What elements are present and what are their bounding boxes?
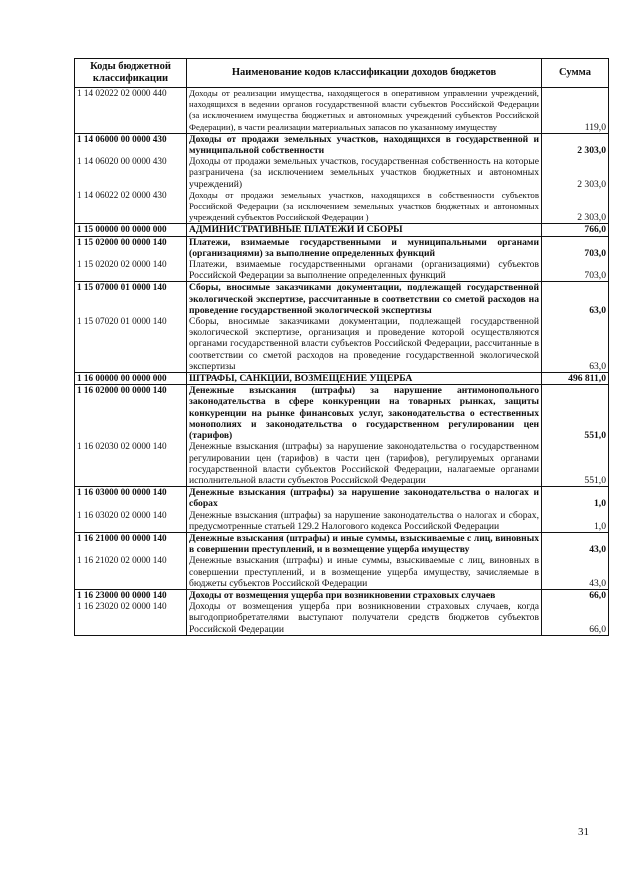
- amount-cell: 766,0: [542, 224, 609, 236]
- amount-cell: 66,0: [542, 589, 609, 601]
- code-cell: 1 16 21020 02 0000 140: [75, 555, 187, 589]
- name-cell: Денежные взыскания (штрафы) за нарушение законодательства о налогах и сборах, предусмотренные статьей 129.2 Налогового кодекса Российской Федерации: [187, 510, 542, 533]
- amount-cell: 2 303,0: [542, 190, 609, 224]
- code-cell: 1 16 02000 00 0000 140: [75, 385, 187, 442]
- table-row: [75, 190, 609, 224]
- amount-cell: 1,0: [542, 510, 609, 533]
- amount-cell: 43,0: [542, 532, 609, 555]
- name-cell: Доходы от возмещения ущерба при возникновении страховых случаев, когда выгодоприобретателями выступают получатели средств бюджетов субъектов Российской Федерации: [187, 601, 542, 635]
- code-cell: 1 15 07000 01 0000 140: [75, 282, 187, 316]
- amount-cell: 496 811,0: [542, 373, 609, 385]
- amount-cell: 43,0: [542, 555, 609, 589]
- page-number: 31: [578, 826, 589, 838]
- name-cell: Доходы от продажи земельных участков, находящихся в государственной и муниципальной собственности: [187, 133, 542, 156]
- name-cell: Доходы от продажи земельных участков, находящихся в собственности субъектов Российской Федерации (за исключением земельных участков бюджетных и автономных учреждений субъектов Российской Федерации ): [187, 190, 542, 224]
- table-row: [75, 510, 609, 533]
- table-row: [75, 133, 609, 156]
- table-row: [75, 589, 609, 601]
- table-row: [75, 316, 609, 373]
- amount-cell: 703,0: [542, 259, 609, 282]
- name-cell: Сборы, вносимые заказчиками документации, подлежащей государственной экологической экспертизе, организация и проведение которой осуществляются органами государственной власти субъектов Российской Федерации, рассчитанные в соответствии со сметой расходов на проведение государственной экологической экспертизы: [187, 316, 542, 373]
- header-name: Наименование кодов классификации доходов бюджетов: [187, 59, 542, 88]
- code-cell: 1 14 06000 00 0000 430: [75, 133, 187, 156]
- table-row: [75, 282, 609, 316]
- table-row: [75, 532, 609, 555]
- code-cell: 1 16 00000 00 0000 000: [75, 373, 187, 385]
- amount-cell: 551,0: [542, 441, 609, 486]
- amount-cell: 2 303,0: [542, 133, 609, 156]
- code-cell: 1 16 03000 00 0000 140: [75, 487, 187, 510]
- table-header-row: [75, 59, 609, 88]
- code-cell: 1 14 06022 02 0000 430: [75, 190, 187, 224]
- table-row: [75, 601, 609, 635]
- table-row: [75, 224, 609, 236]
- table-row: [75, 373, 609, 385]
- code-cell: 1 16 02030 02 0000 140: [75, 441, 187, 486]
- header-amount: Сумма: [542, 59, 609, 88]
- name-cell: Денежные взыскания (штрафы) за нарушение законодательства о государственном регулировании цен (тарифов) в части цен (тарифов), регулируемых органами государственной власти субъектов Российской Федерации, налагаемые органами исполнительной власти субъектов Российской Федерации: [187, 441, 542, 486]
- table-row: [75, 236, 609, 259]
- table-row: [75, 487, 609, 510]
- code-cell: 1 16 23020 02 0000 140: [75, 601, 187, 635]
- name-cell: Доходы от реализации имущества, находящегося в оперативном управлении учреждений, находящихся в ведении органов государственной власти субъектов Российской Федерации (за исключением имущества бюджетных и автономных учреждений субъектов Российской Федерации), в части реализации материальных запасов по указанному имуществу: [187, 88, 542, 134]
- code-cell: 1 16 23000 00 0000 140: [75, 589, 187, 601]
- name-cell: Сборы, вносимые заказчиками документации, подлежащей государственной экологической экспертизе, рассчитанные в соответствии со сметой расходов на проведение государственной экологической экспертизы: [187, 282, 542, 316]
- budget-revenue-table: [74, 58, 609, 636]
- table-row: [75, 259, 609, 282]
- table-row: [75, 441, 609, 486]
- amount-cell: 703,0: [542, 236, 609, 259]
- name-cell: Платежи, взимаемые государственными органами (организациями) субъектов Российской Федерации за выполнение определенных функций: [187, 259, 542, 282]
- amount-cell: 66,0: [542, 601, 609, 635]
- amount-cell: 119,0: [542, 88, 609, 134]
- code-cell: 1 15 02020 02 0000 140: [75, 259, 187, 282]
- amount-cell: 63,0: [542, 282, 609, 316]
- code-cell: 1 16 03020 02 0000 140: [75, 510, 187, 533]
- table-body: [75, 88, 609, 636]
- table-row: [75, 385, 609, 442]
- name-cell: Денежные взыскания (штрафы) и иные суммы, взыскиваемые с лиц, виновных в совершении преступлений, и в возмещение ущерба имуществу, зачисляемые в бюджеты субъектов Российской Федерации: [187, 555, 542, 589]
- amount-cell: 2 303,0: [542, 156, 609, 190]
- amount-cell: 63,0: [542, 316, 609, 373]
- code-cell: 1 14 06020 00 0000 430: [75, 156, 187, 190]
- table-row: [75, 88, 609, 134]
- name-cell: ШТРАФЫ, САНКЦИИ, ВОЗМЕЩЕНИЕ УЩЕРБА: [187, 373, 542, 385]
- amount-cell: 1,0: [542, 487, 609, 510]
- table-row: [75, 555, 609, 589]
- name-cell: Денежные взыскания (штрафы) за нарушение законодательства о налогах и сборах: [187, 487, 542, 510]
- name-cell: Денежные взыскания (штрафы) за нарушение антимонопольного законодательства в сфере конкуренции на товарных рынках, защиты конкуренции на рынке финансовых услуг, законодательства о естественных монополиях и законодательства о государственном регулировании цен (тарифов): [187, 385, 542, 442]
- code-cell: 1 14 02022 02 0000 440: [75, 88, 187, 134]
- budget-revenue-table-page: [74, 58, 608, 636]
- name-cell: Денежные взыскания (штрафы) и иные суммы, взыскиваемые с лиц, виновных в совершении преступлений, и в возмещение ущерба имуществу: [187, 532, 542, 555]
- header-code: Коды бюджетной классификации: [75, 59, 187, 88]
- name-cell: Доходы от продажи земельных участков, государственная собственность на которые разграничена (за исключением земельных участков бюджетных и автономных учреждений): [187, 156, 542, 190]
- amount-cell: 551,0: [542, 385, 609, 442]
- table-row: [75, 156, 609, 190]
- code-cell: 1 16 21000 00 0000 140: [75, 532, 187, 555]
- name-cell: АДМИНИСТРАТИВНЫЕ ПЛАТЕЖИ И СБОРЫ: [187, 224, 542, 236]
- code-cell: 1 15 07020 01 0000 140: [75, 316, 187, 373]
- code-cell: 1 15 00000 00 0000 000: [75, 224, 187, 236]
- code-cell: 1 15 02000 00 0000 140: [75, 236, 187, 259]
- name-cell: Доходы от возмещения ущерба при возникновении страховых случаев: [187, 589, 542, 601]
- name-cell: Платежи, взимаемые государственными и муниципальными органами (организациями) за выполнение определенных функций: [187, 236, 542, 259]
